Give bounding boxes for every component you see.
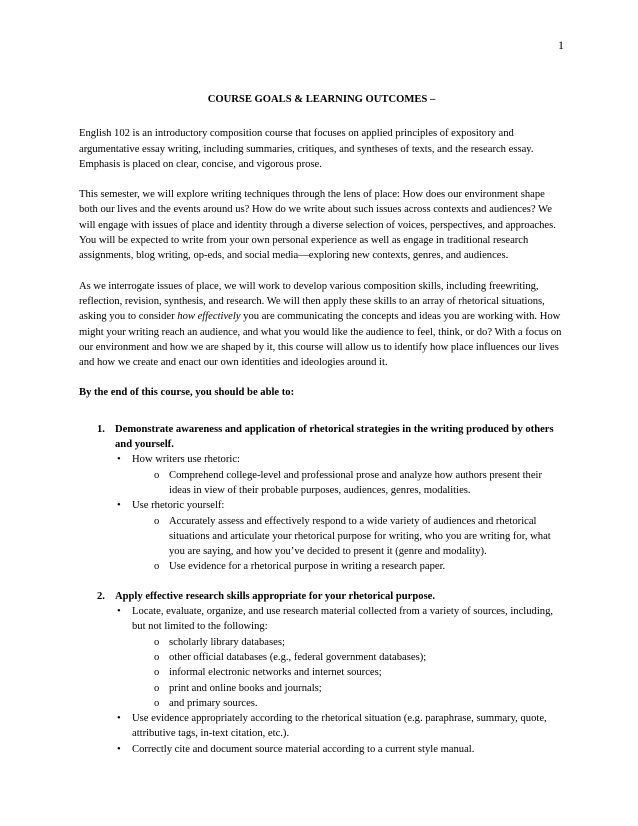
- skills-text-end: you are communicating the concepts and ideas you are working with. How might your writing reach an audience, and what you would like the audience to feel, think, or do? With a focus on our environment and how we are shaped by it, this course will allow us to identify how place influences our lives and how we create and enact our own identities and ideologies around it.: [79, 311, 562, 369]
- goal-item: [79, 422, 564, 575]
- page-number: 1: [558, 38, 564, 52]
- bullet-item: [115, 452, 564, 498]
- bullet-icon: •: [117, 606, 121, 618]
- sub-item: [154, 650, 564, 665]
- document-body: [79, 92, 564, 771]
- bullet-item: [115, 498, 564, 574]
- sub-text: other official databases (e.g., federal government databases);: [169, 651, 427, 663]
- goals-list: [79, 422, 564, 757]
- bullet-item: [115, 604, 564, 711]
- page-title: COURSE GOALS & LEARNING OUTCOMES –: [207, 94, 436, 105]
- bullet-item: [115, 711, 564, 742]
- intro-paragraph: English 102 is an introductory composition course that focuses on applied principles of expository and argumentative essay writing, including summaries, critiques, and syntheses of texts, and the research essay. Emphasis is placed on clear, concise, and vigorous prose.: [79, 128, 534, 170]
- bullet-item: [115, 742, 564, 757]
- goal-number: 1.: [97, 423, 105, 435]
- sub-list: [132, 635, 564, 711]
- circle-bullet-icon: o: [154, 636, 160, 648]
- sub-text: informal electronic networks and internet sources;: [169, 667, 382, 679]
- sub-list: [132, 468, 564, 499]
- sub-text: scholarly library databases;: [169, 636, 285, 648]
- skills-paragraph: [79, 279, 564, 371]
- sub-text: and primary sources.: [169, 697, 258, 709]
- bullet-icon: •: [117, 743, 121, 755]
- circle-bullet-icon: o: [154, 561, 160, 573]
- sub-item: [154, 559, 564, 574]
- goal-number: 2.: [97, 590, 105, 602]
- sub-item: [154, 665, 564, 680]
- goal-heading: Demonstrate awareness and application of rhetorical strategies in the writing produced by others and yourself.: [115, 423, 554, 451]
- goal-item: [79, 589, 564, 757]
- bullet-icon: •: [117, 713, 121, 725]
- skills-emphasis: how effectively: [177, 311, 241, 323]
- goal-heading: Apply effective research skills appropriate for your rhetorical purpose.: [115, 590, 436, 602]
- bullet-list: [115, 604, 564, 757]
- sub-item: [154, 681, 564, 696]
- circle-bullet-icon: o: [154, 682, 160, 694]
- bullet-list: [115, 452, 564, 574]
- outcomes-lead: By the end of this course, you should be able to:: [79, 387, 295, 399]
- sub-text: Use evidence for a rhetorical purpose in writing a research paper.: [169, 561, 446, 573]
- circle-bullet-icon: o: [154, 667, 160, 679]
- bullet-text: Locate, evaluate, organize, and use research material collected from a variety of sources, including, but not limited to the following:: [132, 606, 554, 633]
- bullet-text: Use rhetoric yourself:: [132, 500, 225, 512]
- bullet-icon: •: [117, 500, 121, 512]
- sub-text: print and online books and journals;: [169, 682, 322, 694]
- sub-text: Accurately assess and effectively respond to a wide variety of audiences and rhetorical situations and articulate your rhetorical purpose for writing, who you are writing for, what you are saying, and how you’ve decided to present it (genre and modality).: [169, 515, 551, 558]
- circle-bullet-icon: o: [154, 469, 160, 481]
- bullet-icon: •: [117, 454, 121, 466]
- bullet-text: Use evidence appropriately according to the rhetorical situation (e.g. paraphrase, summary, quote, attributive tags, in-text citation, etc.).: [132, 713, 547, 740]
- sub-item: [154, 696, 564, 711]
- circle-bullet-icon: o: [154, 697, 160, 709]
- sub-text: Comprehend college-level and professional prose and analyze how authors present their ideas in view of their probable purposes, audiences, genres, modalities.: [169, 469, 543, 496]
- sub-item: [154, 635, 564, 650]
- circle-bullet-icon: o: [154, 651, 160, 663]
- sub-list: [132, 514, 564, 575]
- bullet-text: How writers use rhetoric:: [132, 454, 240, 466]
- sub-item: [154, 468, 564, 499]
- theme-paragraph: This semester, we will explore writing techniques through the lens of place: How does our environment shape both our lives and the events around us? How do we write about such issues across contexts and audiences? We will engage with issues of place and identity through a diverse selection of voices, perspectives, and approaches. You will be expected to write from your own personal experience as well as engage in traditional research assignments, blog writing, op-eds, and social media—exploring new contexts, genres, and audiences.: [79, 189, 556, 262]
- circle-bullet-icon: o: [154, 515, 160, 527]
- sub-item: [154, 514, 564, 560]
- skills-text-start: As we interrogate issues of place, we will work to develop various composition skills, including freewriting, reflection, revision, synthesis, and research. We will then apply these skills to an array of rhetorical situations, asking you to consider: [79, 280, 545, 323]
- bullet-text: Correctly cite and document source material according to a current style manual.: [132, 743, 475, 755]
